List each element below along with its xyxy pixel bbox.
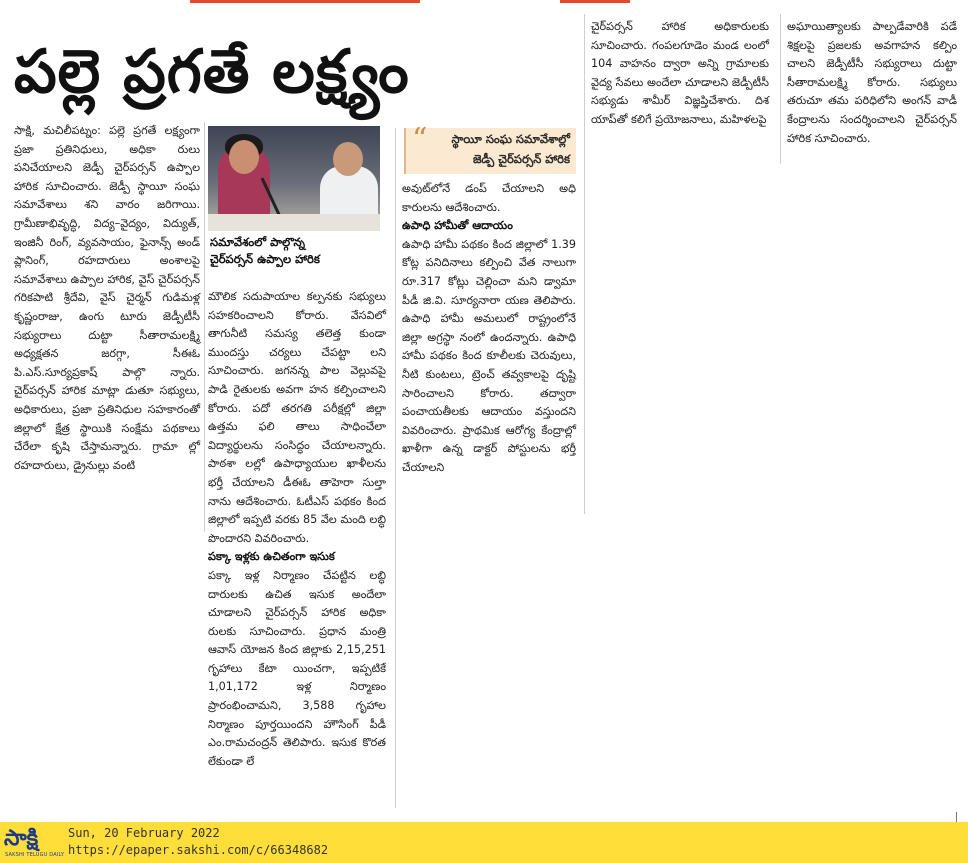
top-accent-bar — [0, 0, 968, 4]
logo-tagline: SAKSHI TELUGU DAILY — [5, 852, 65, 858]
column-4-text: చైర్‌పర్సన్‌ హారిక అధికారులకు సూచించారు. గంపలగూడెం మండ లంలో 104 వాహనం ద్వారా అన్ని గ్రామాలకు వైద్య సేవలు అందేలా చూడాలని జెడ్పీటీసీ సభ్యుడు శామీర్‌ విజ్ఞప్తిచేశారు. దిశ యాప్‌తో కలిగే ప్రయోజనాలు, మహిళలపై — [591, 20, 769, 126]
footer-date: Sun, 20 February 2022 — [68, 826, 220, 840]
column-5 — [787, 18, 957, 148]
column-2-text-b: పక్కా ఇళ్ల నిర్మాణం చేపట్టిన లబ్ధి దారులకు ఉచిత ఇసుక అందేలా చూడాలని చైర్‌పర్సన్‌ హారిక అధికా రులకు సూచించారు. ప్రధాన మంత్రి ఆవాస్‌ యోజన కింద జిల్లాకు 2,15,251 గృహాలు కేటా యించగా, ఇప్పటికే 1,01,172 ఇళ్ల నిర్మాణం ప్రారంభించామని, 3,588 గృహాల నిర్మాణం పూర్తయిందని హౌసింగ్‌ పీడీ ఎం.రామచంద్రన్‌ తెలిపారు. ఇసుక కొరత లేకుండా లే — [208, 568, 386, 768]
pull-quote-line2: జెడ్పీ చైర్‌పర్సన్‌ హారిక — [473, 152, 570, 166]
column-divider — [204, 122, 205, 532]
edge-mark — [956, 812, 957, 822]
column-divider — [584, 14, 585, 514]
photo-caption — [210, 234, 384, 268]
top-accent-right — [560, 0, 630, 3]
column-2-text-a: మౌలిక సదుపాయాల కల్పనకు సభ్యులు సహకరించాలని కోరారు. వేసవిలో తాగునీటి సమస్య తలెత్త కుండా ముందస్తు చర్యలు చేపట్టా లని సూచించారు. జగనన్న పాల వెల్లువపై పాడి రైతులకు అవగా హన కల్పించాలని కోరారు. పదో తరగతి పరీక్షల్లో జిల్లా ఉత్తమ ఫలి తాలు సాధించేలా విద్యార్థులను సంసిద్ధం చేయాలన్నారు. పాఠశా లల్లో ఉపాధ్యాయుల ఖాళీలను భర్తీ చేయాలని డీఈఓ తాహెరా సుల్తా నాను ఆదేశించారు. ఓటీఎస్‌ పథకం కింద జిల్లాలో ఇప్పటి వరకు 85 వేల మంది లబ్ధి పొందారని వివరించారు. — [208, 290, 386, 545]
pull-quote — [404, 122, 576, 174]
column-1-text: సాక్షి, మచిలీపట్నం: పల్లె ప్రగతే లక్ష్యంగా ప్రజా ప్రతినిధులు, అధికా రులు పనిచేయాలని జెడ్పీ చైర్‌పర్సన్‌ ఉప్పాల హారిక సూచించారు. జెడ్పీ స్థాయీ సంఘ సమావేశాలు శని వారం జరిగాయి. గ్రామీణాభివృద్ధి, విద్య–వైద్యం, విద్యుత్‌, ఇంజినీ రింగ్‌, వ్యవసాయం, ఫైనాన్స్‌ అండ్‌ ప్లానింగ్‌, రహదారులు అంశాలపై సమావేశాలు ఉప్పాల హారిక, వైస్‌ చైర్‌పర్సన్‌ గరికపాటి శ్రీదేవి, వైస్‌ చైర్మన్‌ గుడిమళ్ల కృష్ణంరాజు, ఉంగు టూరు జెడ్పీటీసీ సభ్యురాలు దుట్టా సీతారామలక్ష్మి అధ్యక్షతన జరగ్గా, సీఈఓ పి.ఎస్‌.సూర్యప్రకాష్‌ పాల్గొ న్నారు. చైర్‌పర్సన్‌ హారిక మాట్లా డుతూ సభ్యులు, అధికారులు, ప్రజా ప్రతినిధుల సహకారంతో జిల్లాలో క్షేత్ర స్థాయికి సంక్షేమ పథకాలు చేరేలా కృషి చేస్తామన్నారు. గ్రామా ల్లో రహదారులు, డ్రైనుల్లు వంటి — [14, 124, 200, 472]
article-photo — [208, 126, 380, 231]
pull-quote-line1: స్థాయీ సంఘ సమావేశాల్లో — [451, 132, 570, 146]
photo-caption-line2: చైర్‌పర్సన్‌ ఉప్పాల హారిక — [210, 252, 320, 266]
column-1 — [14, 122, 200, 475]
column-5-text: అఘాయిత్యాలకు పాల్పడేవారికి పడే శిక్షలపై ప్రజలకు అవగాహన కల్పిం చాలని జెడ్పీటీసీ సభ్యురాలు దుట్టా సీతారామలక్ష్మి కోరారు. సభ్యులు తరుచూ తమ పరిధిలోని అంగన్‌ వాడీ కేంద్రాలను సందర్శించాలని చైర్‌పర్సన్‌ హారిక సూచించారు. — [787, 20, 957, 145]
footer-url-link[interactable]: https://epaper.sakshi.com/c/66348682 — [68, 843, 329, 857]
column-divider — [780, 14, 781, 164]
footer-bar — [0, 822, 968, 863]
column-3-text-a: అవుట్‌లోనే డంప్‌ చేయాలని అధి కారులను ఆదేశించారు. — [402, 182, 576, 214]
column-divider — [395, 128, 396, 808]
photo-caption-line1: సమావేశంలో పాల్గొన్న — [210, 235, 305, 249]
column-3-text-b: ఉపాధి హామీ పథకం కింద జిల్లాలో 1.39 కోట్ల పనిదినాలు కల్పించి వేత నాలుగా రూ.317 కోట్లు చెల్లించా మని డ్వామా పీడీ జి.వి. సూర్యనారా యణ తెలిపారు. ఉపాధి హామీ అమలులో రాష్ట్రంలోనే జిల్లా అగ్రస్థా నంలో ఉందన్నారు. ఉపాధి హామీ పథకం కింద కూలీలకు చెరువులు, నీటి కుంటలు, ట్రెంచ్‌ తవ్వకాలపై దృష్టి సారించాలని కోరారు. తద్వారా పంచాయతీలకు ఆదాయం వస్తుందని వివరించారు. ప్రాథమిక ఆరోగ్య కేంద్రాల్లో ఖాళీగా ఉన్న డాక్టర్‌ పోస్టులను భర్తీ చేయాలని — [402, 237, 576, 474]
subheading-sand: పక్కా ఇళ్లకు ఉచితంగా ఇసుక — [208, 550, 335, 564]
top-accent-left — [190, 0, 420, 3]
column-3 — [402, 180, 576, 478]
headline: పల్లె ప్రగతే లక్ష్యం — [14, 37, 410, 107]
column-2 — [208, 288, 386, 771]
subheading-employment: ఉపాధి హామీతో ఆదాయం — [402, 219, 513, 233]
logo-text: సాక్షి — [4, 826, 39, 851]
sakshi-logo[interactable] — [4, 826, 64, 860]
column-4 — [591, 18, 769, 130]
quote-mark-icon: “ — [412, 122, 428, 157]
